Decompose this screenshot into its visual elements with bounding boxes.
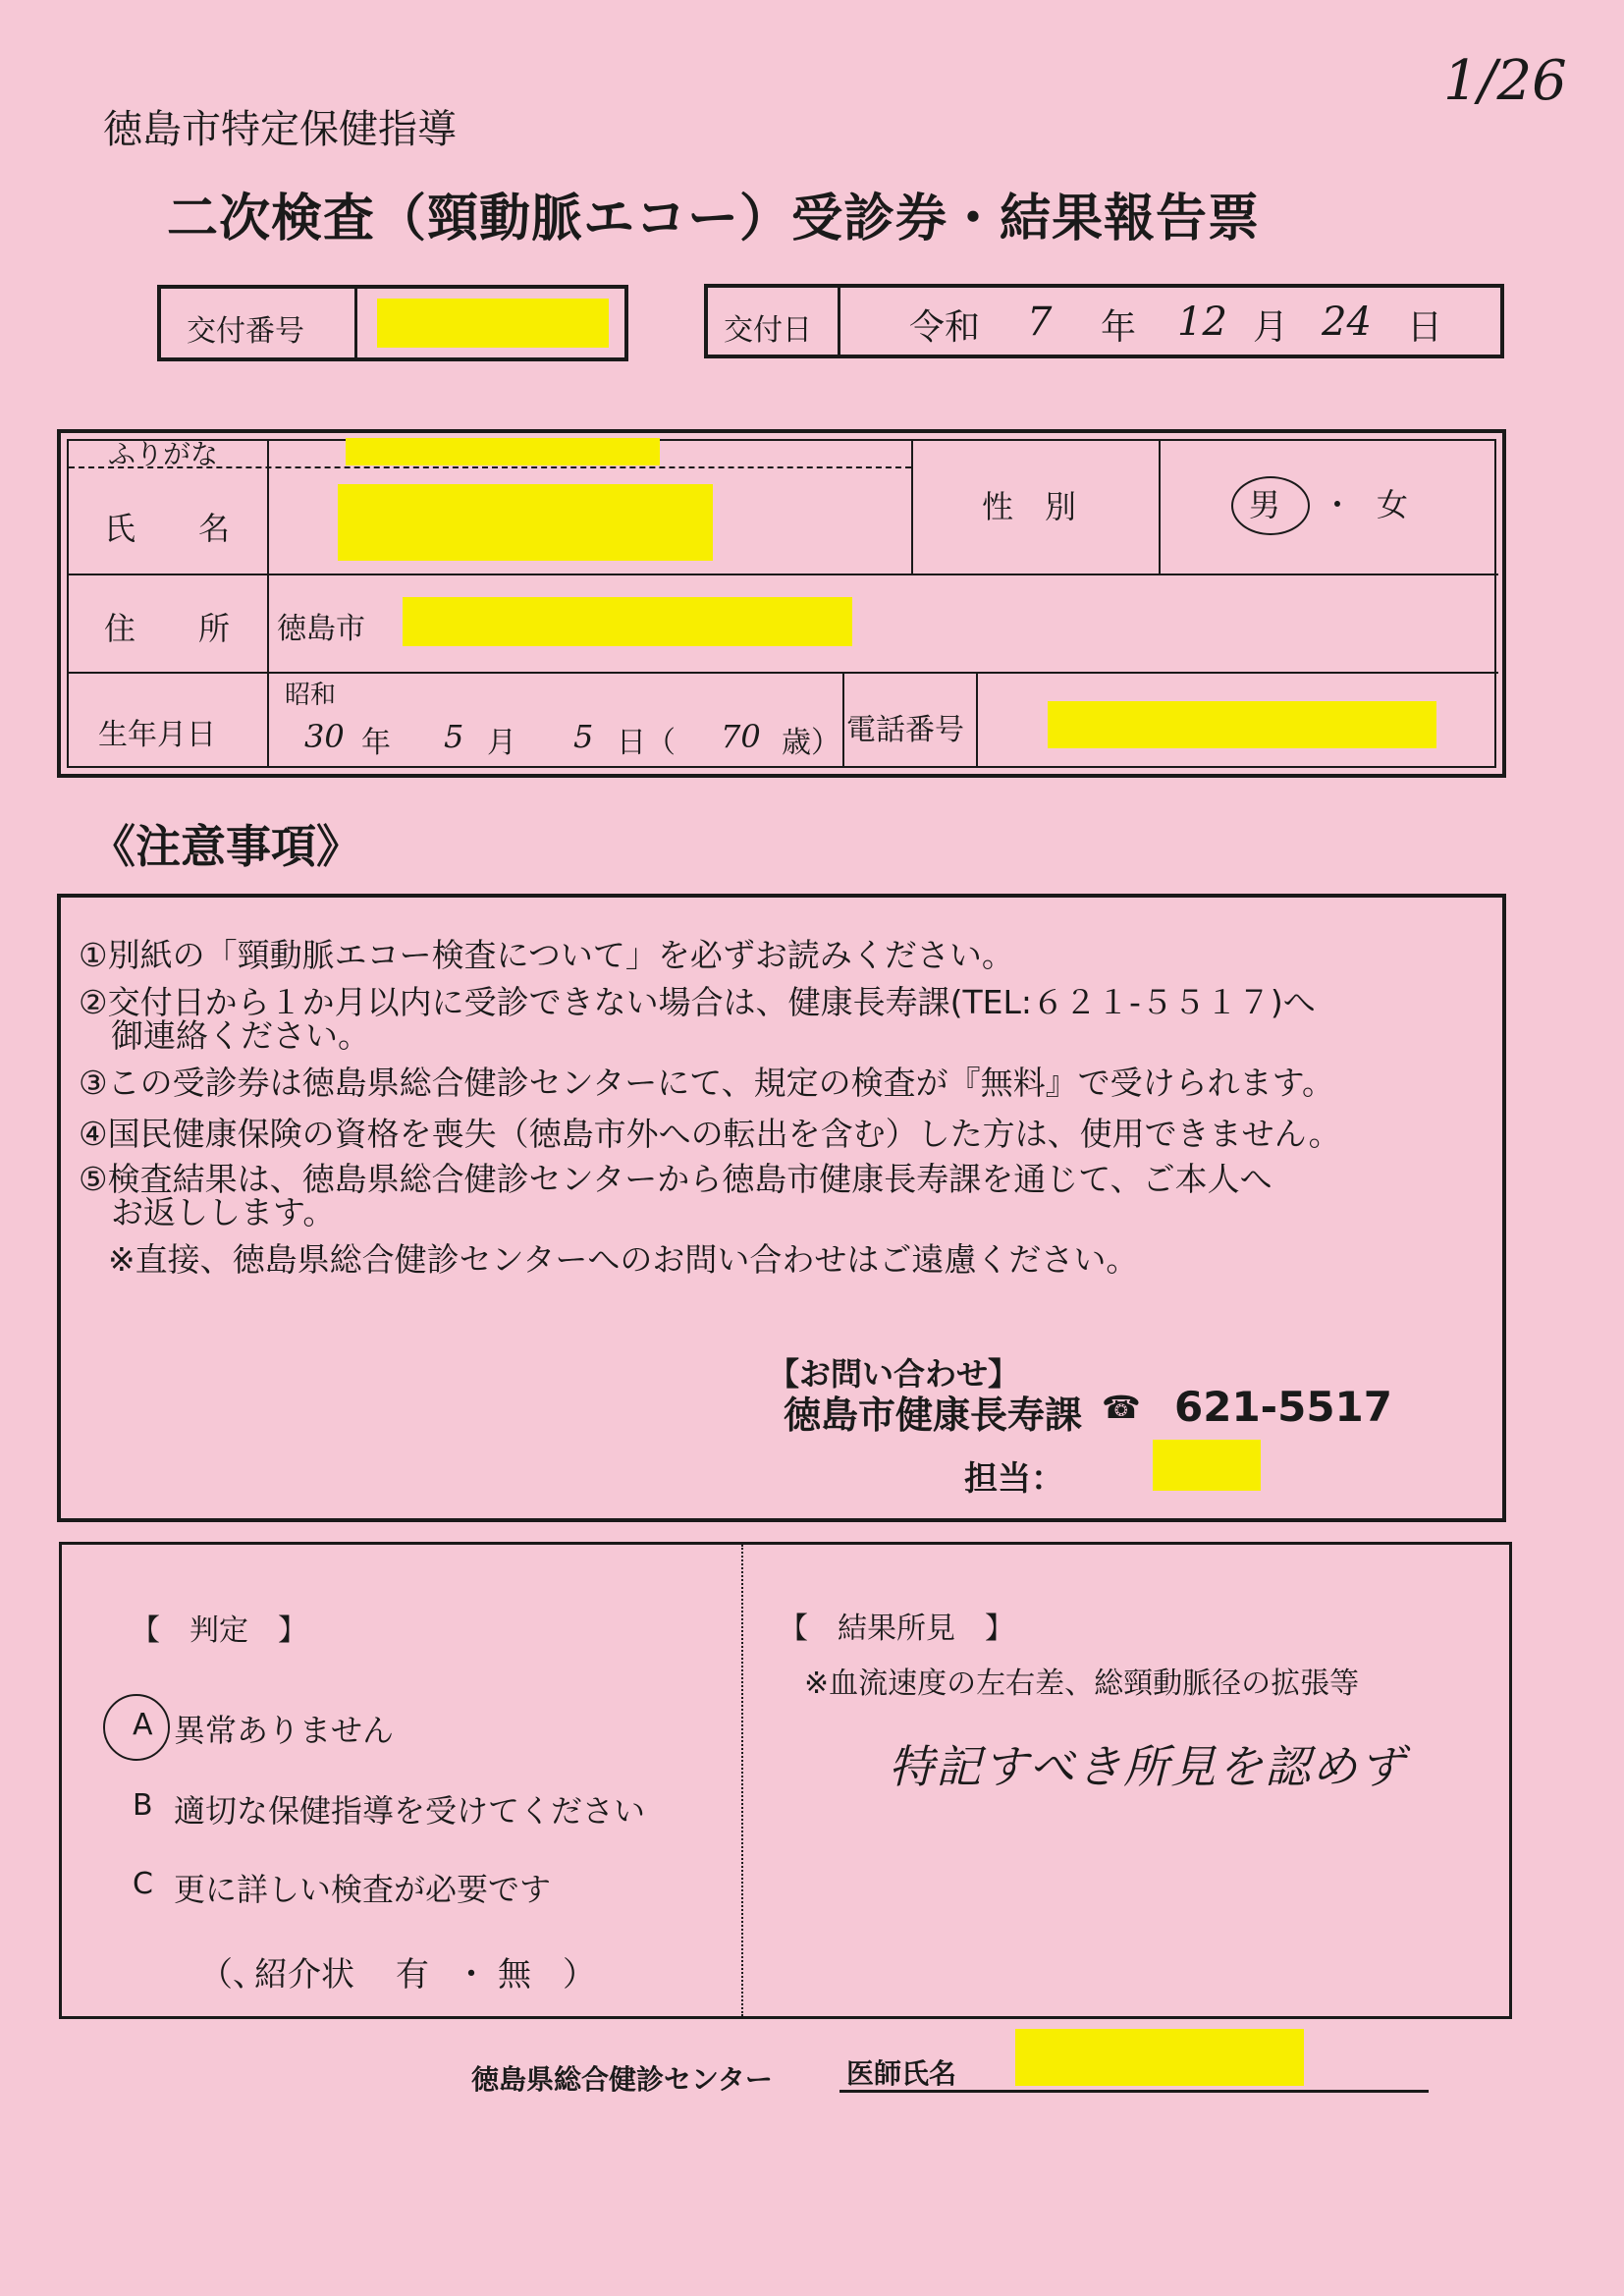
redacted-phone	[1048, 701, 1436, 748]
findings-heading: 【 結果所見 】	[779, 1612, 1014, 1646]
issue-date-month: 12	[1177, 300, 1227, 345]
judgement-heading: 【 判定 】	[131, 1613, 307, 1648]
contact-person-label: 担当：	[964, 1459, 1064, 1499]
person-table	[57, 429, 1506, 778]
birth-year: 30	[304, 718, 345, 755]
referral-yes: 有	[396, 1955, 429, 1995]
org-name: 徳島市特定保健指導	[103, 107, 457, 152]
issue-number-label: 交付番号	[187, 314, 304, 349]
sex-male: 男	[1249, 486, 1281, 523]
name-label: 氏 名	[104, 510, 231, 547]
notes-box	[57, 894, 1506, 1522]
notes-heading: 《注意事項》	[90, 820, 361, 873]
issue-date-label: 交付日	[724, 313, 812, 348]
birth-day-unit: 日（	[617, 726, 676, 760]
redacted-doctor-name	[1015, 2029, 1304, 2086]
issue-date-era: 令和	[909, 307, 981, 348]
judgement-b-letter: B	[133, 1788, 153, 1823]
note-item-5: ⑤検査結果は、徳島県総合健診センターから徳島市健康長寿課を通じて、ご本人へ	[79, 1160, 1272, 1198]
sex-label-divider	[911, 439, 913, 574]
birth-month-unit: 月	[487, 726, 516, 760]
phone-label-divider-left	[842, 672, 844, 768]
referral-no: 無	[498, 1955, 531, 1995]
judgement-b-text: 適切な保健指導を受けてください	[174, 1792, 646, 1830]
phone-label-divider-right	[976, 672, 978, 768]
sex-label: 性 別	[982, 488, 1077, 525]
footer-center: 徳島県総合健診センター	[471, 2063, 773, 2096]
issue-number-label-cell	[161, 289, 357, 357]
sex-value-divider	[1159, 439, 1161, 574]
doctor-label: 医師氏名	[846, 2057, 957, 2090]
contact-phone: 621-5517	[1174, 1383, 1392, 1431]
referral-close: ）	[563, 1955, 596, 1995]
redacted-issue-number	[377, 299, 609, 348]
address-label: 住 所	[104, 610, 231, 647]
birth-year-unit: 年	[361, 726, 391, 760]
judgement-a-letter: A	[133, 1708, 153, 1742]
address-prefix: 徳島市	[277, 612, 365, 646]
note-item-4: ④国民健康保険の資格を喪失（徳島市外への転出を含む）した方は、使用できません。	[79, 1115, 1341, 1153]
note-item-3: ③この受診券は徳島県総合健診センターにて、規定の検査が『無料』で受けられます。	[79, 1064, 1334, 1102]
phone-label: 電話番号	[846, 713, 964, 747]
redacted-contact-person	[1153, 1440, 1261, 1491]
note-item-2: ②交付日から１か月以内に受診できない場合は、健康長寿課(TEL:６２１-５５１７)へ	[79, 983, 1316, 1021]
contact-heading: 【お問い合わせ】	[768, 1355, 1020, 1393]
redacted-address	[403, 597, 852, 646]
label-column-divider	[267, 439, 269, 768]
redacted-furigana	[346, 438, 660, 465]
note-item-1: ①別紙の「頸動脈エコー検査について」を必ずお読みください。	[79, 936, 1014, 974]
birth-day: 5	[573, 718, 594, 755]
referral-label: 紹介状	[254, 1955, 354, 1995]
issue-date-label-cell	[708, 288, 840, 355]
row-divider-2	[67, 672, 1498, 674]
birth-label: 生年月日	[98, 718, 216, 752]
furigana-label: ふりがな	[108, 438, 219, 470]
findings-handwritten: 特記すべき所見を認めず	[889, 1740, 1407, 1793]
issue-date-year: 7	[1027, 300, 1053, 345]
sex-female: 女	[1377, 486, 1409, 523]
referral-open: （、	[199, 1955, 266, 1995]
judgement-a-text: 異常ありません	[174, 1712, 395, 1749]
page-number: 1/26	[1443, 49, 1567, 113]
row-divider-1	[67, 574, 1498, 575]
phone-icon: ☎	[1102, 1389, 1141, 1426]
note-item-caution: ※直接、徳島県総合健診センターへのお問い合わせはご遠慮ください。	[108, 1240, 1139, 1279]
referral-separator: ・	[455, 1955, 488, 1995]
birth-month: 5	[444, 718, 464, 755]
notes-list	[79, 933, 1341, 1283]
result-box	[59, 1542, 1512, 2019]
birth-era: 昭和	[285, 681, 337, 710]
issue-date-day: 24	[1322, 300, 1372, 345]
issue-date-year-unit: 年	[1101, 307, 1137, 348]
note-item-2-cont: 御連絡ください。	[79, 1016, 370, 1055]
issue-date-box	[704, 284, 1504, 358]
age: 70	[721, 718, 761, 755]
document-title: 二次検査（頸動脈エコー）受診券・結果報告票	[167, 190, 1261, 248]
sex-separator: ・	[1322, 486, 1354, 523]
issue-date-day-unit: 日	[1407, 307, 1443, 348]
contact-org: 徳島市健康長寿課	[784, 1394, 1083, 1437]
redacted-name	[338, 484, 713, 561]
judgement-c-text: 更に詳しい検査が必要です	[174, 1871, 552, 1908]
result-divider	[741, 1545, 743, 2016]
issue-number-box	[157, 285, 628, 361]
note-item-5-cont: お返しします。	[79, 1193, 336, 1231]
findings-note: ※血流速度の左右差、総頸動脈径の拡張等	[804, 1667, 1360, 1701]
judgement-c-letter: C	[133, 1867, 153, 1901]
age-unit: 歳）	[782, 726, 840, 760]
doctor-signature-line	[839, 2090, 1429, 2093]
issue-date-month-unit: 月	[1253, 307, 1289, 348]
